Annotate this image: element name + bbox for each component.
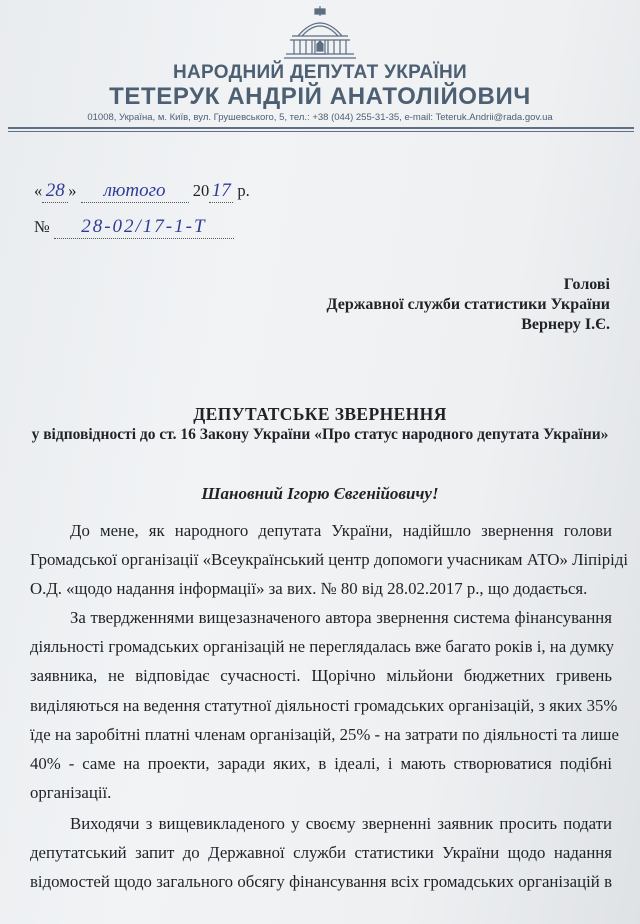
paragraph-line: 40% - саме на проекти, заради яких, в ідеалі, і мають створюватися подібні bbox=[30, 754, 612, 774]
paragraph-line: заявника, не відповідає сучасності. Щорічно мільйони бюджетних гривень bbox=[30, 666, 612, 686]
paragraph-line: О.Д. «щодо надання інформації» за вих. № 80 від 28.02.2017 р., що додається. bbox=[30, 579, 588, 599]
date-close-quote: » bbox=[68, 181, 77, 200]
document-title: ДЕПУТАТСЬКЕ ЗВЕРНЕННЯ bbox=[193, 404, 447, 424]
number-value: 28-02/17-1-Т bbox=[54, 216, 234, 239]
paragraph-line: За твердженнями вищезазначеного автора звернення система фінансування bbox=[70, 608, 612, 627]
date-year-label: р. bbox=[237, 181, 250, 200]
document-subtitle: у відповідності до ст. 16 Закону України «Про статус народного депутата України» bbox=[31, 426, 609, 443]
paragraph-line: Громадської організації «Всеукраїнський центр допомоги учасникам АТО» Ліпіріді bbox=[30, 550, 629, 570]
date-month: лютого bbox=[81, 180, 189, 203]
addressee-line-2: Державної служби статистики України bbox=[326, 296, 610, 313]
date-open-quote: « bbox=[34, 181, 43, 200]
paragraph-3 bbox=[30, 809, 612, 897]
paragraph-line: депутатський запит до Державної служби статистики України щодо надання bbox=[30, 843, 612, 863]
number-line bbox=[34, 216, 640, 239]
paragraph-2 bbox=[30, 603, 619, 807]
paragraph-line: Виходячи з вищевикладеного у своєму зверненні заявник просить подати bbox=[70, 814, 612, 833]
paragraph-1 bbox=[30, 516, 629, 604]
letterhead-address: 01008, Україна, м. Київ, вул. Грушевського, 5, тел.: +38 (044) 255-31-35, e-mail: Teteruk.Andrii@rada.gov.ua bbox=[87, 112, 553, 123]
addressee-line-1: Голові bbox=[563, 276, 610, 293]
date-year-prefix: 20 bbox=[192, 181, 210, 200]
date-day: 28 bbox=[42, 180, 68, 203]
paragraph-line: їде на заробітні платні членам організацій, 25% - на затрати по діяльності та лише bbox=[30, 724, 619, 744]
date-year-suffix: 17 bbox=[209, 180, 233, 203]
paragraph-line: діяльності громадських організацій не переглядалась вже багато років і, на думку bbox=[30, 637, 615, 657]
letterhead-divider-thin bbox=[8, 131, 634, 132]
letterhead-name: ТЕТЕРУК АНДРІЙ АНАТОЛІЙОВИЧ bbox=[109, 83, 531, 110]
addressee-line-3: Вернеру І.Є. bbox=[521, 316, 610, 333]
paragraph-line: відомостей щодо загального обсягу фінансування всіх громадських організацій в bbox=[30, 872, 612, 892]
paragraph-line: До мене, як народного депутата України, надійшло звернення голови bbox=[70, 521, 612, 540]
paragraph-line: організації. bbox=[30, 783, 112, 803]
salutation: Шановний Ігорю Євгенійовичу! bbox=[201, 484, 439, 503]
letterhead-divider bbox=[8, 127, 634, 129]
number-label: № bbox=[34, 217, 50, 236]
parliament-emblem-icon bbox=[282, 4, 358, 62]
paragraph-line: виділяються на ведення статутної діяльності громадських організацій, з яких 35% bbox=[30, 695, 618, 715]
date-line bbox=[34, 180, 640, 203]
letterhead-title: НАРОДНИЙ ДЕПУТАТ УКРАЇНИ bbox=[173, 62, 467, 83]
